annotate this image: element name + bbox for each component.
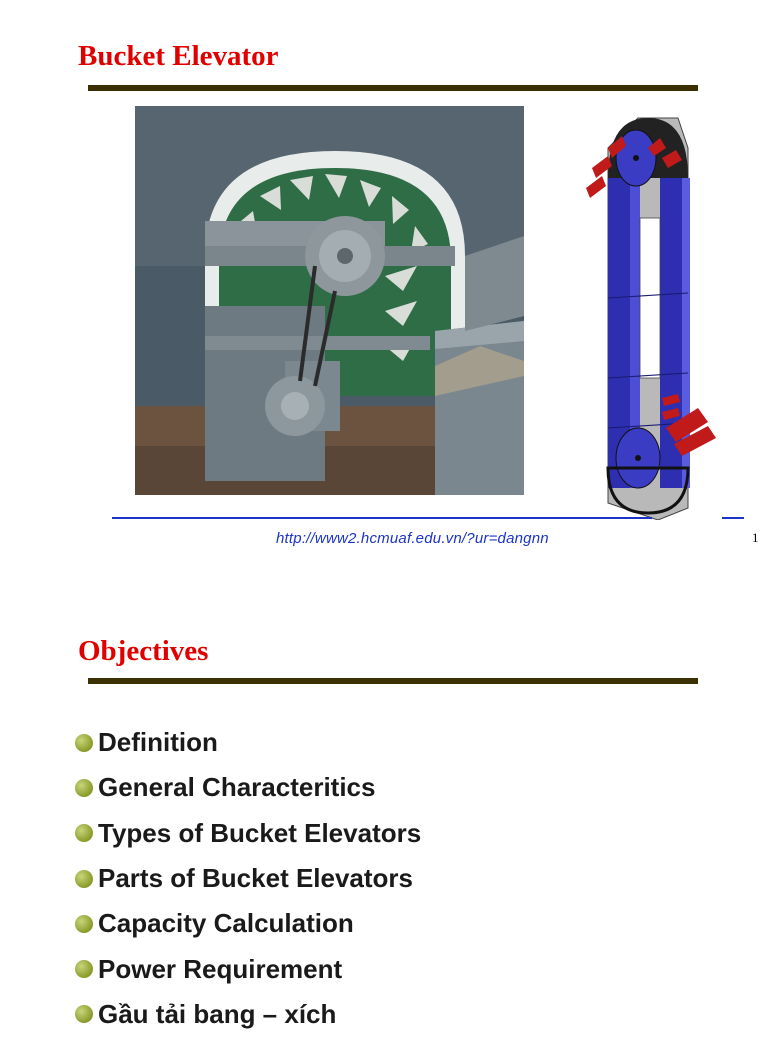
- list-item-text: General Characteritics: [98, 772, 376, 803]
- list-item: [75, 811, 421, 856]
- slide-title: Objectives: [78, 635, 209, 667]
- bullet-dot-icon: [75, 1005, 93, 1023]
- page-number: 1: [752, 530, 759, 545]
- list-item: [75, 992, 421, 1037]
- slide-title: Bucket Elevator: [78, 40, 279, 72]
- list-item-text: Gầu tải bang – xích: [98, 998, 337, 1029]
- bullet-dot-icon: [75, 779, 93, 797]
- bullet-dot-icon: [75, 915, 93, 933]
- list-item-text: Types of Bucket Elevators: [98, 817, 422, 848]
- bucket-elevator-diagram: [578, 108, 728, 520]
- footer-line-end: [722, 517, 744, 519]
- bullet-dot-icon: [75, 824, 93, 842]
- list-item-text: Power Requirement: [98, 953, 343, 984]
- bullet-dot-icon: [75, 870, 93, 888]
- list-item-text: Parts of Bucket Elevators: [98, 863, 414, 894]
- title-underline: [88, 678, 698, 684]
- objectives-list: [75, 720, 421, 1037]
- list-item-text: Capacity Calculation: [98, 908, 354, 939]
- list-item-text: Definition: [98, 727, 218, 758]
- source-url-link[interactable]: http://www2.hcmuaf.edu.vn/?ur=dangnn: [276, 530, 549, 547]
- bullet-dot-icon: [75, 734, 93, 752]
- list-item: [75, 856, 421, 901]
- list-item: [75, 901, 421, 946]
- slide-objectives: [0, 600, 768, 1029]
- footer-line: [112, 517, 652, 519]
- bullet-dot-icon: [75, 960, 93, 978]
- list-item: [75, 946, 421, 991]
- list-item: [75, 720, 421, 765]
- title-underline: [88, 85, 698, 91]
- bucket-elevator-photo: [135, 106, 524, 495]
- list-item: [75, 765, 421, 810]
